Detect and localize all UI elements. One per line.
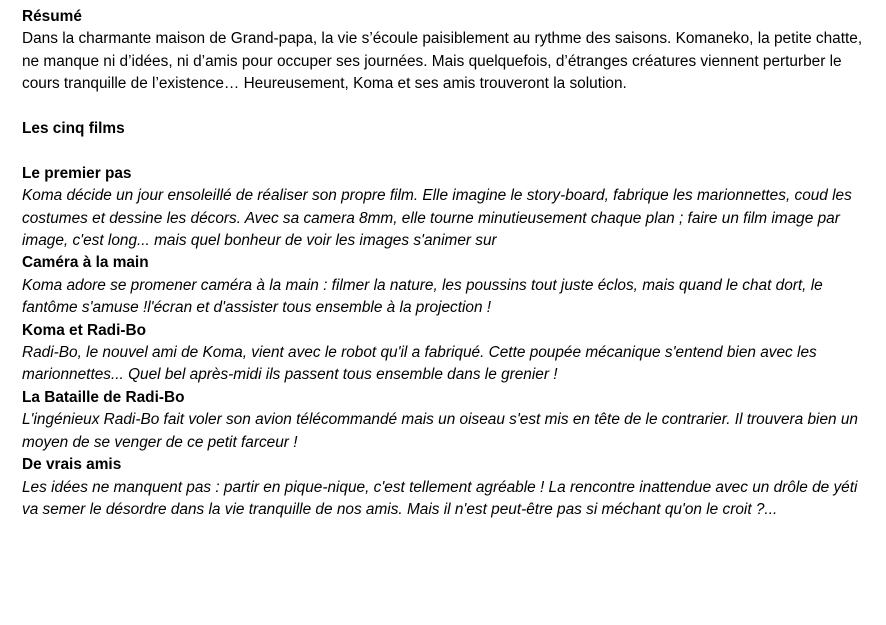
film-title: Le premier pas — [22, 164, 132, 182]
film-title: De vrais amis — [22, 456, 122, 474]
film-description: Koma adore se promener caméra à la main : filmer la nature, les poussins tout juste éclos, mais quand le chat dort, le fantôme s'amuse !l'écran et d'assister tous ensemble à la projection ! — [22, 276, 823, 317]
film-title: Koma et Radi-Bo — [22, 321, 146, 339]
resume-heading: Résumé — [22, 8, 82, 25]
paragraph-spacer — [22, 140, 872, 162]
paragraph-spacer — [22, 96, 872, 118]
document-body — [22, 6, 872, 521]
films-heading: Les cinq films — [22, 120, 125, 138]
film-description: Radi-Bo, le nouvel ami de Koma, vient avec le robot qu'il a fabriqué. Cette poupée mécanique s'entend bien avec les marionnettes... Quel bel après-midi ils passent tous ensemble dans le grenier ! — [22, 344, 817, 384]
film-description: Les idées ne manquent pas : partir en pique-nique, c'est tellement agréable ! La rencontre inattendue avec un drôle de yéti va semer le désordre dans la vie tranquille de nos amis. Mais il n'est peut-être pas si méchant qu'on le croit ?... — [22, 478, 858, 518]
film-description: L'ingénieux Radi-Bo fait voler son avion télécommandé mais un oiseau s'est mis en tête de le contrarier. Il trouvera bien un moyen de se venger de ce petit farceur ! — [22, 411, 858, 451]
resume-text: Dans la charmante maison de Grand-papa, la vie s’écoule paisiblement au rythme des saisons. Komaneko, la petite chatte, ne manque ni d’idées, ni d’amis pour occuper ses journées. Mais quelquefois, d’étranges créatures viennent perturber le cours tranquille de l’existence… Heureusement, Koma et ses amis trouveront la solution. — [22, 30, 863, 93]
film-description: Koma décide un jour ensoleillé de réaliser son propre film. Elle imagine le story-board, fabrique les marionnettes, coud les costumes et dessine les décors. Avec sa camera 8mm, elle tourne minutieusement chaque plan ; faire un film image par image, c'est long... mais quel bonheur de voir les images s'animer sur — [22, 187, 852, 250]
film-title: La Bataille de Radi-Bo — [22, 388, 185, 406]
film-title: Caméra à la main — [22, 254, 149, 272]
